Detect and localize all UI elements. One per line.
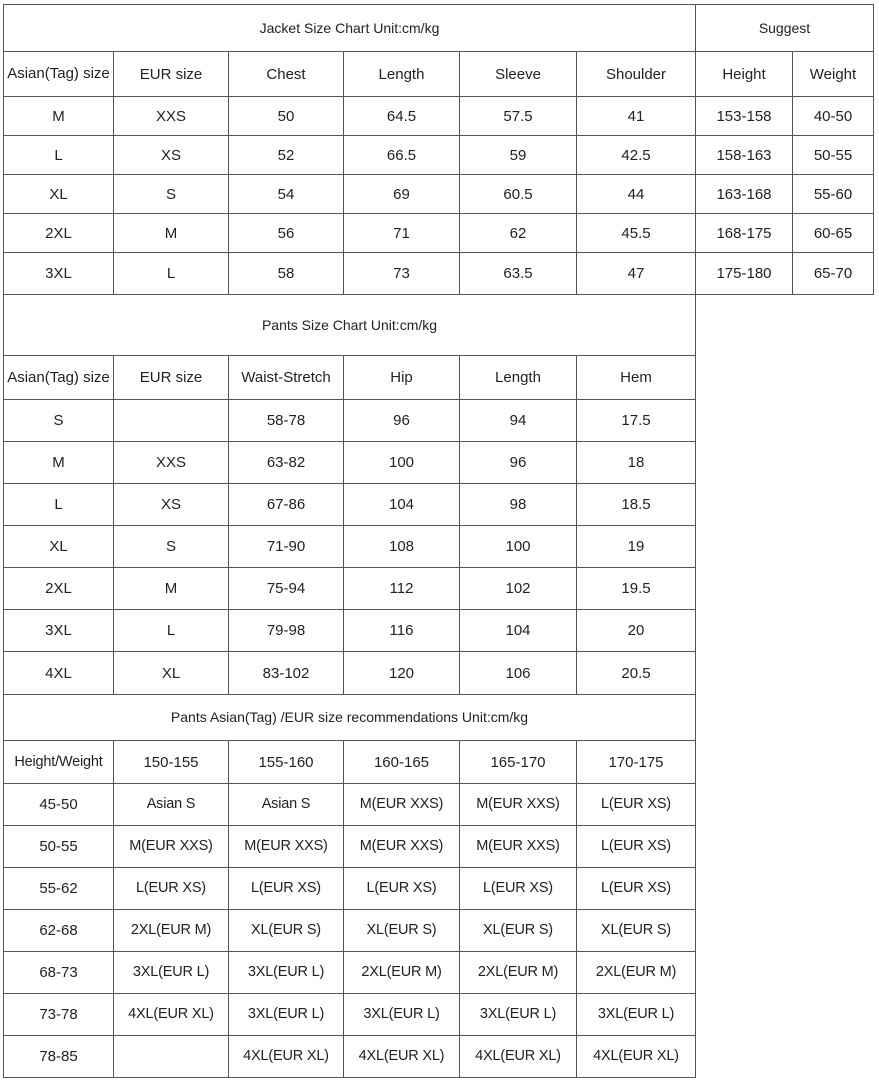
table-cell: 50 [229, 97, 344, 136]
table-cell: M(EUR XXS) [460, 784, 577, 826]
table-cell: S [114, 175, 229, 214]
table-cell: 96 [344, 400, 460, 442]
table-cell: M(EUR XXS) [344, 826, 460, 868]
table-cell: 50-55 [793, 136, 874, 175]
pants-header-asian-size: Asian(Tag) size [4, 356, 114, 400]
table-cell: 4XL(EUR XL) [229, 1036, 344, 1078]
table-row [4, 994, 696, 1036]
table-row [4, 952, 696, 994]
jacket-title: Jacket Size Chart Unit:cm/kg [4, 5, 696, 52]
table-cell: 94 [460, 400, 577, 442]
table-cell: 17.5 [577, 400, 696, 442]
rec-header-col: 170-175 [577, 741, 696, 784]
table-cell: 58-78 [229, 400, 344, 442]
table-cell: L(EUR XS) [229, 868, 344, 910]
table-cell: L(EUR XS) [577, 826, 696, 868]
table-row [4, 136, 696, 175]
table-cell: L(EUR XS) [577, 868, 696, 910]
table-cell: 54 [229, 175, 344, 214]
table-cell: 112 [344, 568, 460, 610]
table-cell: Asian S [229, 784, 344, 826]
table-row [696, 253, 874, 295]
table-cell: 71-90 [229, 526, 344, 568]
table-cell: Asian S [114, 784, 229, 826]
table-cell: 78-85 [4, 1036, 114, 1078]
table-cell: M [114, 568, 229, 610]
table-cell: 79-98 [229, 610, 344, 652]
table-cell [114, 1036, 229, 1078]
table-cell: 75-94 [229, 568, 344, 610]
table-cell: XL(EUR S) [229, 910, 344, 952]
jacket-header-length: Length [344, 52, 460, 97]
table-cell: 4XL(EUR XL) [577, 1036, 696, 1078]
recommendations-title: Pants Asian(Tag) /EUR size recommendations Unit:cm/kg [4, 695, 696, 741]
table-cell: 58 [229, 253, 344, 295]
table-cell: L(EUR XS) [114, 868, 229, 910]
table-cell: XXS [114, 442, 229, 484]
rec-header-col: 160-165 [344, 741, 460, 784]
table-cell: M [4, 97, 114, 136]
table-cell: 45-50 [4, 784, 114, 826]
table-cell: 3XL(EUR L) [577, 994, 696, 1036]
table-cell: 56 [229, 214, 344, 253]
table-row [4, 484, 696, 526]
table-cell: S [114, 526, 229, 568]
table-cell: 3XL(EUR L) [114, 952, 229, 994]
table-cell: 62 [460, 214, 577, 253]
table-cell: 175-180 [696, 253, 793, 295]
table-cell: 59 [460, 136, 577, 175]
table-row [4, 526, 696, 568]
table-cell: 19 [577, 526, 696, 568]
jacket-header-asian-size: Asian(Tag) size [4, 52, 114, 97]
table-cell: 96 [460, 442, 577, 484]
pants-header-hip: Hip [344, 356, 460, 400]
table-row [4, 910, 696, 952]
table-cell: L [4, 484, 114, 526]
table-cell: XS [114, 136, 229, 175]
table-row [4, 868, 696, 910]
table-cell: 62-68 [4, 910, 114, 952]
pants-recommendation-table [3, 694, 696, 1078]
table-cell: 66.5 [344, 136, 460, 175]
table-cell: 18 [577, 442, 696, 484]
table-row [4, 568, 696, 610]
table-cell: 116 [344, 610, 460, 652]
table-cell: 100 [460, 526, 577, 568]
table-cell: 63.5 [460, 253, 577, 295]
suggest-table [695, 4, 874, 295]
table-cell: 40-50 [793, 97, 874, 136]
table-cell: 102 [460, 568, 577, 610]
table-cell: 3XL(EUR L) [460, 994, 577, 1036]
table-row [4, 214, 696, 253]
table-cell: 158-163 [696, 136, 793, 175]
pants-header-length: Length [460, 356, 577, 400]
suggest-header-height: Height [696, 52, 793, 97]
jacket-header-eur-size: EUR size [114, 52, 229, 97]
table-cell: 65-70 [793, 253, 874, 295]
table-row [4, 97, 696, 136]
table-cell: 60-65 [793, 214, 874, 253]
rec-header-col: 165-170 [460, 741, 577, 784]
table-row [4, 652, 696, 695]
jacket-size-table [3, 4, 696, 295]
table-cell: 83-102 [229, 652, 344, 695]
table-cell: 19.5 [577, 568, 696, 610]
table-cell: 45.5 [577, 214, 696, 253]
table-cell: XS [114, 484, 229, 526]
table-cell: XL(EUR S) [344, 910, 460, 952]
table-row [4, 400, 696, 442]
jacket-header-shoulder: Shoulder [577, 52, 696, 97]
table-cell: 4XL(EUR XL) [114, 994, 229, 1036]
table-cell: 42.5 [577, 136, 696, 175]
table-cell: 71 [344, 214, 460, 253]
table-cell: 3XL [4, 610, 114, 652]
table-cell: XL(EUR S) [577, 910, 696, 952]
table-row [696, 175, 874, 214]
table-cell: 98 [460, 484, 577, 526]
pants-title: Pants Size Chart Unit:cm/kg [4, 295, 696, 356]
table-row [696, 136, 874, 175]
table-cell: 52 [229, 136, 344, 175]
table-row [4, 253, 696, 295]
table-cell: 3XL(EUR L) [229, 994, 344, 1036]
rec-header-height-weight: Height/Weight [4, 741, 114, 784]
table-cell: 73-78 [4, 994, 114, 1036]
table-cell: M(EUR XXS) [460, 826, 577, 868]
table-cell: 44 [577, 175, 696, 214]
table-cell: 20 [577, 610, 696, 652]
jacket-header-chest: Chest [229, 52, 344, 97]
table-row [696, 97, 874, 136]
table-row [4, 1036, 696, 1078]
table-row [4, 610, 696, 652]
table-cell: 2XL(EUR M) [344, 952, 460, 994]
table-cell: 2XL [4, 214, 114, 253]
rec-header-col: 155-160 [229, 741, 344, 784]
table-cell: M(EUR XXS) [114, 826, 229, 868]
table-cell: 2XL(EUR M) [114, 910, 229, 952]
table-cell: 63-82 [229, 442, 344, 484]
suggest-title: Suggest [696, 5, 874, 52]
table-cell: 3XL(EUR L) [344, 994, 460, 1036]
table-cell: 60.5 [460, 175, 577, 214]
table-cell: 73 [344, 253, 460, 295]
table-cell: 4XL(EUR XL) [460, 1036, 577, 1078]
table-cell: XL [4, 526, 114, 568]
table-cell: 55-60 [793, 175, 874, 214]
table-cell: 104 [460, 610, 577, 652]
table-cell: 2XL(EUR M) [460, 952, 577, 994]
table-cell: 104 [344, 484, 460, 526]
table-cell: 69 [344, 175, 460, 214]
rec-header-col: 150-155 [114, 741, 229, 784]
table-cell: XL [4, 175, 114, 214]
table-cell: L [114, 253, 229, 295]
table-cell: 64.5 [344, 97, 460, 136]
table-cell: 55-62 [4, 868, 114, 910]
table-cell: 2XL(EUR M) [577, 952, 696, 994]
table-cell: 67-86 [229, 484, 344, 526]
suggest-header-weight: Weight [793, 52, 874, 97]
table-cell: M(EUR XXS) [344, 784, 460, 826]
table-cell: 100 [344, 442, 460, 484]
pants-header-hem: Hem [577, 356, 696, 400]
table-cell: XL [114, 652, 229, 695]
table-cell: 68-73 [4, 952, 114, 994]
table-row [4, 826, 696, 868]
table-cell: 50-55 [4, 826, 114, 868]
table-cell: 4XL(EUR XL) [344, 1036, 460, 1078]
table-cell: L [4, 136, 114, 175]
table-cell: 18.5 [577, 484, 696, 526]
table-cell: 108 [344, 526, 460, 568]
table-row [4, 784, 696, 826]
table-cell: L(EUR XS) [344, 868, 460, 910]
table-cell: 3XL [4, 253, 114, 295]
table-cell: L(EUR XS) [460, 868, 577, 910]
table-cell: M [114, 214, 229, 253]
table-cell: 20.5 [577, 652, 696, 695]
table-row [4, 442, 696, 484]
table-cell: L(EUR XS) [577, 784, 696, 826]
table-cell: XL(EUR S) [460, 910, 577, 952]
table-cell: 47 [577, 253, 696, 295]
table-cell: 2XL [4, 568, 114, 610]
pants-size-table [3, 294, 696, 695]
table-cell: M [4, 442, 114, 484]
table-cell: 4XL [4, 652, 114, 695]
table-cell: 168-175 [696, 214, 793, 253]
table-cell: 106 [460, 652, 577, 695]
pants-header-waist-stretch: Waist-Stretch [229, 356, 344, 400]
table-cell: S [4, 400, 114, 442]
jacket-header-sleeve: Sleeve [460, 52, 577, 97]
table-cell: 163-168 [696, 175, 793, 214]
table-cell: 41 [577, 97, 696, 136]
pants-header-eur-size: EUR size [114, 356, 229, 400]
table-cell: L [114, 610, 229, 652]
table-row [4, 175, 696, 214]
table-cell: XXS [114, 97, 229, 136]
table-cell: 153-158 [696, 97, 793, 136]
table-row [696, 214, 874, 253]
table-cell: 120 [344, 652, 460, 695]
table-cell: 57.5 [460, 97, 577, 136]
table-cell [114, 400, 229, 442]
table-cell: 3XL(EUR L) [229, 952, 344, 994]
table-cell: M(EUR XXS) [229, 826, 344, 868]
